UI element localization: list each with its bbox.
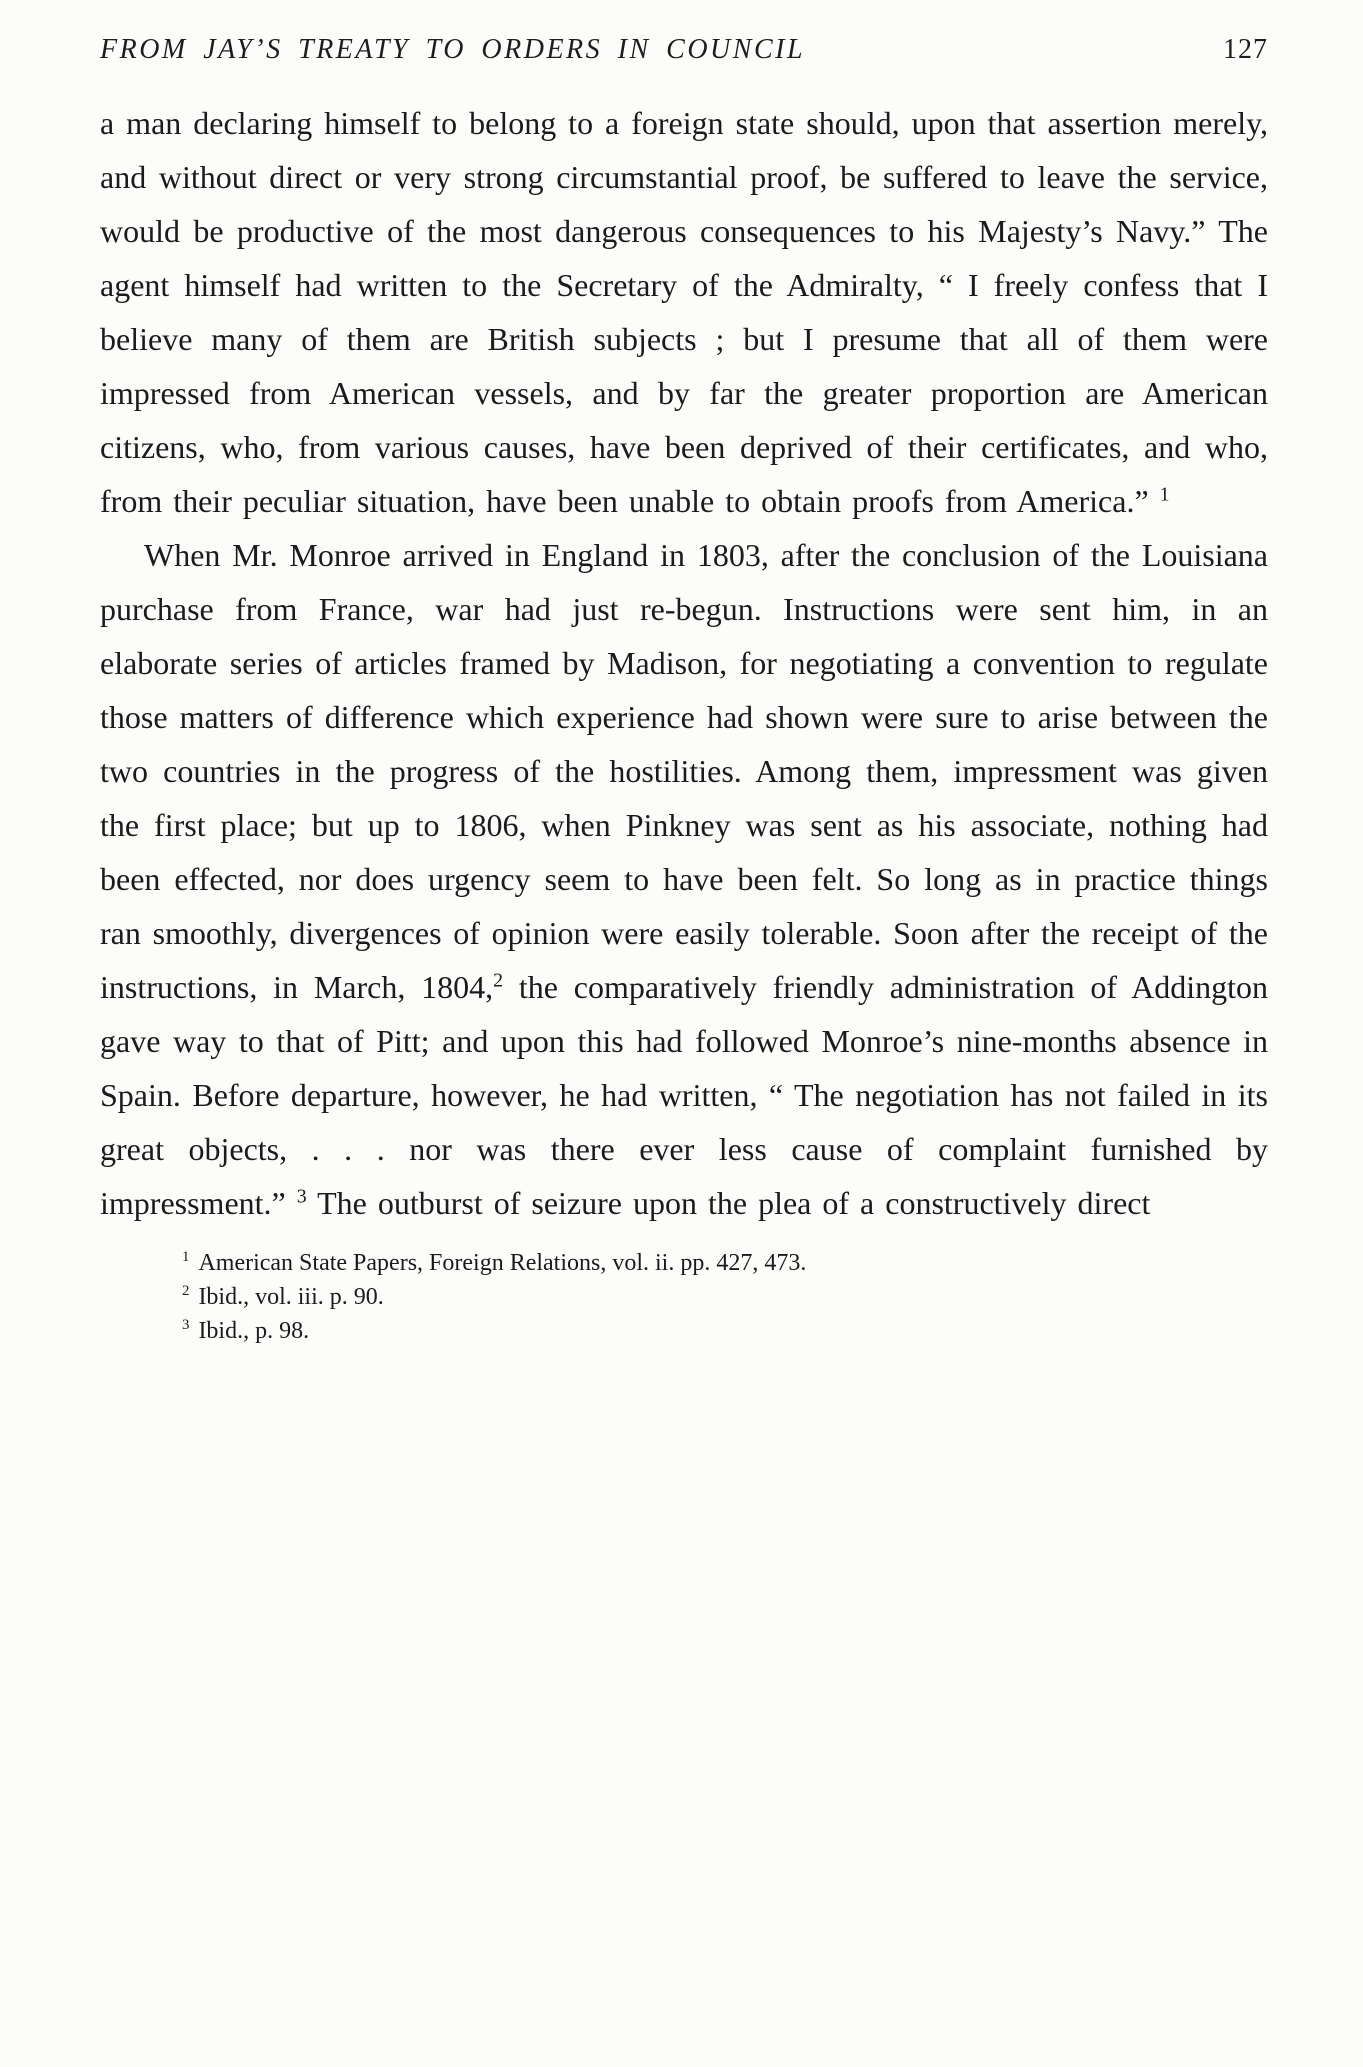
footnote bbox=[182, 1280, 1268, 1314]
paragraph bbox=[100, 96, 1268, 528]
running-header bbox=[100, 34, 1268, 66]
footnote-ref: 3 bbox=[296, 1185, 307, 1208]
footnote-ref: 1 bbox=[1159, 483, 1170, 506]
text-segment: The outburst of seizure upon the plea of a constructively direct bbox=[306, 1185, 1151, 1221]
footnote-text: American State Papers, Foreign Relations, vol. ii. pp. 427, 473. bbox=[198, 1250, 807, 1276]
footnotes bbox=[100, 1246, 1268, 1348]
footnote-marker: 3 bbox=[182, 1317, 190, 1333]
footnote-text: Ibid., p. 98. bbox=[198, 1318, 310, 1344]
page-number: 127 bbox=[1223, 34, 1268, 65]
body-text bbox=[100, 96, 1268, 1230]
header-title: FROM JAY’S TREATY TO ORDERS IN COUNCIL bbox=[100, 34, 806, 65]
text-segment: When Mr. Monroe arrived in England in 1803, after the conclusion of the Louisiana purchase from France, war had just re-begun. Instructions were sent him, in an elaborate series of articles framed by Madison, for negotiating a convention to regulate those matters of difference which experience had shown were sure to arise between the two countries in the progress of the hostilities. Among them, impressment was given the first place; but up to 1806, when Pinkney was sent as his associate, nothing had been effected, nor does urgency seem to have been felt. So long as in practice things ran smoothly, divergences of opinion were easily tolerable. Soon after the receipt of the instructions, in March, 1804, bbox=[100, 537, 1268, 1005]
footnote-marker: 1 bbox=[182, 1249, 190, 1265]
text-segment: a man declaring himself to belong to a foreign state should, upon that assertion merely, and without direct or very strong circumstantial proof, be suffered to leave the service, would be productive of the most dangerous consequences to his Majesty’s Navy.” The agent himself had written to the Secretary of the Admiralty, “ I freely confess that I believe many of them are British subjects ; but I presume that all of them were impressed from American vessels, and by far the greater proportion are American citizens, who, from various causes, have been deprived of their certificates, and who, from their peculiar situation, have been unable to obtain proofs from America.” bbox=[100, 105, 1268, 519]
footnote bbox=[182, 1246, 1268, 1280]
footnote-marker: 2 bbox=[182, 1283, 190, 1299]
paragraph bbox=[100, 528, 1268, 1230]
footnote bbox=[182, 1314, 1268, 1348]
footnote-text: Ibid., vol. iii. p. 90. bbox=[198, 1284, 384, 1310]
footnote-ref: 2 bbox=[493, 969, 504, 992]
text-segment: the comparatively friendly administration of Addington gave way to that of Pitt; and upon this had followed Monroe’s nine-months absence in Spain. Before departure, however, he had written, “ The negotiation has not failed in its great objects, . . . nor was there ever less cause of complaint furnished by impressment.” bbox=[100, 969, 1269, 1221]
